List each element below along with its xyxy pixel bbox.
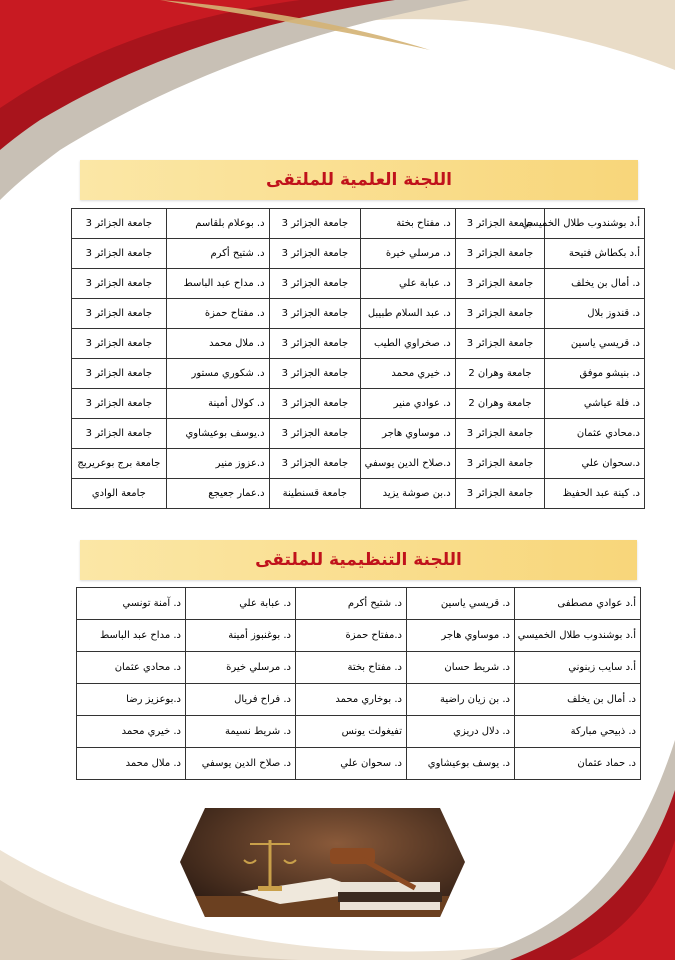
member-name: د.محادي عثمان — [545, 419, 645, 449]
member-university: جامعة الجزائر 3 — [269, 419, 361, 449]
member-name: د. بوغنبوز أمينة — [186, 620, 296, 652]
member-university: جامعة الجزائر 3 — [72, 209, 167, 239]
member-university: جامعة برج بوعريريج — [72, 449, 167, 479]
member-name: أ.د بوشندوب طلال الخميسي — [545, 209, 645, 239]
member-name: د. قريسي ياسين — [407, 588, 515, 620]
member-university: جامعة وهران 2 — [455, 389, 544, 419]
member-name: د.سحوان علي — [545, 449, 645, 479]
scientific-committee-title: اللجنة العلمية للملتقى — [80, 160, 638, 200]
member-university: جامعة الجزائر 3 — [455, 209, 544, 239]
member-university: جامعة الجزائر 3 — [269, 329, 361, 359]
member-name: د. دلال دريزي — [407, 716, 515, 748]
member-name: د. ذبيحي مباركة — [515, 716, 641, 748]
member-name: د.بن صوشة يزيد — [361, 479, 456, 509]
member-name: د. موساوي هاجر — [407, 620, 515, 652]
member-university: جامعة الجزائر 3 — [269, 299, 361, 329]
member-name: د.عزوز منير — [166, 449, 269, 479]
member-university: جامعة الجزائر 3 — [455, 239, 544, 269]
member-university: جامعة الجزائر 3 — [72, 239, 167, 269]
member-name: د. عوادي منير — [361, 389, 456, 419]
member-university: جامعة الوادي — [72, 479, 167, 509]
organizing-committee-row — [77, 716, 641, 748]
member-name: أ.د عوادي مصطفى — [515, 588, 641, 620]
member-name: د. عبابة علي — [361, 269, 456, 299]
member-name: د.يوسف بوعيشاوي — [166, 419, 269, 449]
member-university: جامعة الجزائر 3 — [455, 329, 544, 359]
member-name: د. أمال بن يخلف — [515, 684, 641, 716]
scientific-committee-row — [72, 449, 645, 479]
scientific-committee-row — [72, 359, 645, 389]
member-name: د. بن زيان راضية — [407, 684, 515, 716]
organizing-committee-table — [76, 587, 641, 780]
member-name: د. حماد عثمان — [515, 748, 641, 780]
member-name: د. كينة عبد الحفيظ — [545, 479, 645, 509]
member-name: د. أمال بن يخلف — [545, 269, 645, 299]
member-university: جامعة الجزائر 3 — [455, 419, 544, 449]
member-university: جامعة الجزائر 3 — [455, 269, 544, 299]
member-name: د.مفتاح حمزة — [296, 620, 407, 652]
member-name: د.صلاح الدين يوسفي — [361, 449, 456, 479]
member-name: د.بوعزيز رضا — [77, 684, 186, 716]
member-name: د. موساوي هاجر — [361, 419, 456, 449]
organizing-committee-title: اللجنة التنظيمية للملتقى — [80, 540, 637, 580]
member-name: د. مفتاح بختة — [361, 209, 456, 239]
member-university: جامعة الجزائر 3 — [269, 359, 361, 389]
member-name: د. بوعلام بلقاسم — [166, 209, 269, 239]
member-university: جامعة الجزائر 3 — [455, 299, 544, 329]
member-name: د. بنيشو موفق — [545, 359, 645, 389]
scientific-committee-row — [72, 419, 645, 449]
member-university: جامعة الجزائر 3 — [72, 419, 167, 449]
member-name: أ.د بكطاش فتيحة — [545, 239, 645, 269]
member-name: د. سحوان علي — [296, 748, 407, 780]
member-name: د. شكوري مستور — [166, 359, 269, 389]
scientific-committee-row — [72, 209, 645, 239]
member-name: د. آمنة تونسي — [77, 588, 186, 620]
member-university: جامعة وهران 2 — [455, 359, 544, 389]
member-university: جامعة الجزائر 3 — [269, 389, 361, 419]
member-name: د. محادي عثمان — [77, 652, 186, 684]
scientific-committee-row — [72, 479, 645, 509]
scientific-committee-row — [72, 269, 645, 299]
member-university: جامعة قسنطينة — [269, 479, 361, 509]
member-name: د. مرسلي خيرة — [186, 652, 296, 684]
member-name: د. خيري محمد — [77, 716, 186, 748]
member-university: جامعة الجزائر 3 — [72, 299, 167, 329]
member-university: جامعة الجزائر 3 — [72, 359, 167, 389]
organizing-committee-row — [77, 684, 641, 716]
member-name: د. مداح عبد الباسط — [166, 269, 269, 299]
member-university: جامعة الجزائر 3 — [72, 269, 167, 299]
member-university: جامعة الجزائر 3 — [72, 389, 167, 419]
member-name: د. صلاح الدين يوسفي — [186, 748, 296, 780]
member-name: د. مداح عبد الباسط — [77, 620, 186, 652]
member-name: د. شتيح أكرم — [296, 588, 407, 620]
member-university: جامعة الجزائر 3 — [455, 479, 544, 509]
member-university: جامعة الجزائر 3 — [455, 449, 544, 479]
organizing-committee-row — [77, 620, 641, 652]
member-name: د. كولال أمينة — [166, 389, 269, 419]
member-name: د. ملال محمد — [77, 748, 186, 780]
scientific-committee-row — [72, 299, 645, 329]
scientific-committee-row — [72, 239, 645, 269]
member-name: د. خيري محمد — [361, 359, 456, 389]
member-name: د. مرسلي خيرة — [361, 239, 456, 269]
member-university: جامعة الجزائر 3 — [269, 269, 361, 299]
member-name: د. عبد السلام طبيبل — [361, 299, 456, 329]
member-name: أ.د سايب زبنوني — [515, 652, 641, 684]
member-name: د. عبابة علي — [186, 588, 296, 620]
scientific-committee-row — [72, 389, 645, 419]
member-name: د. بوخاري محمد — [296, 684, 407, 716]
member-name: د. صخراوي الطيب — [361, 329, 456, 359]
member-name: د. فراح فريال — [186, 684, 296, 716]
scientific-committee-row — [72, 329, 645, 359]
member-name: د. ملال محمد — [166, 329, 269, 359]
member-name: د. شريط حسان — [407, 652, 515, 684]
member-name: د. شريط نسيمة — [186, 716, 296, 748]
member-name: د. فلة عياشي — [545, 389, 645, 419]
member-name: د. شتيح أكرم — [166, 239, 269, 269]
organizing-committee-row — [77, 588, 641, 620]
member-name: د. قندوز بلال — [545, 299, 645, 329]
scientific-committee-table — [71, 208, 645, 509]
member-university: جامعة الجزائر 3 — [72, 329, 167, 359]
organizing-committee-row — [77, 652, 641, 684]
member-name: د. مفتاح بختة — [296, 652, 407, 684]
member-university: جامعة الجزائر 3 — [269, 239, 361, 269]
member-name: أ.د بوشندوب طلال الخميسي — [515, 620, 641, 652]
member-name: د.عمار جعيجع — [166, 479, 269, 509]
organizing-committee-row — [77, 748, 641, 780]
member-name: د. مفتاح حمزة — [166, 299, 269, 329]
member-university: جامعة الجزائر 3 — [269, 209, 361, 239]
member-university: جامعة الجزائر 3 — [269, 449, 361, 479]
member-name: تفيغولت يونس — [296, 716, 407, 748]
member-name: د. يوسف بوعيشاوي — [407, 748, 515, 780]
member-name: د. قريسي ياسين — [545, 329, 645, 359]
gavel-scales-image — [180, 800, 465, 925]
